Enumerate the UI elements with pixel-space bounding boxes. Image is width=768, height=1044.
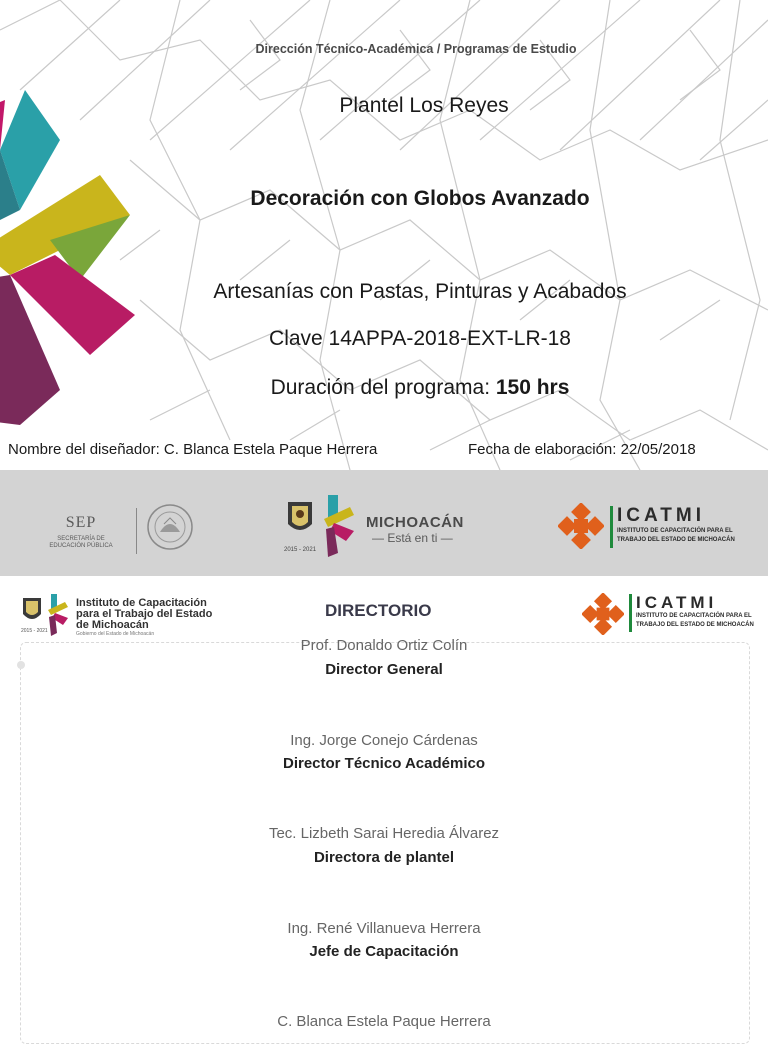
- sep-divider: [136, 508, 137, 554]
- cover-page: [0, 0, 768, 470]
- course-area: Artesanías con Pastas, Pinturas y Acabados: [213, 280, 627, 303]
- icatmi-wordmark: ICATMI: [617, 505, 706, 526]
- icatmi-sub-line2: TRABAJO DEL ESTADO DE MICHOACÁN: [617, 537, 735, 543]
- institute-k-logo: [48, 594, 70, 636]
- icatmi-small-sub-line2: TRABAJO DEL ESTADO DE MICHOACÁN: [636, 622, 754, 628]
- directory-frame: [20, 642, 750, 1044]
- michoacan-k-logo: [324, 495, 358, 557]
- person-name: Prof. Donaldo Ortiz Colín: [300, 637, 468, 654]
- icatmi-logo-icon-small: [582, 593, 624, 635]
- person-name: C. Blanca Estela Paque Herrera: [277, 1013, 491, 1030]
- icatmi-subtitle: [617, 527, 757, 545]
- institute-coat-of-arms-icon: [21, 596, 43, 628]
- person-role: Director Técnico Académico: [282, 755, 485, 772]
- directory-title: DIRECTORIO: [325, 601, 432, 620]
- icatmi-divider: [610, 506, 613, 548]
- program-header: Dirección Técnico-Académica / Programas de Estudio: [255, 42, 577, 56]
- icatmi-wordmark-small: ICATMI: [636, 593, 718, 612]
- institute-name-line2: para el Trabajo del Estado: [76, 608, 213, 620]
- plantel-name: Plantel Los Reyes: [339, 94, 509, 117]
- person-name: Tec. Lizbeth Sarai Heredia Álvarez: [268, 825, 500, 842]
- person-name: Ing. René Villanueva Herrera: [287, 920, 481, 937]
- course-duration: [36, 376, 768, 400]
- institute-years: 2015 - 2021: [21, 628, 48, 634]
- person-role: Jefe de Capacitación: [309, 943, 459, 960]
- icatmi-divider-small: [629, 594, 632, 632]
- course-clave: Clave 14APPA-2018-EXT-LR-18: [269, 327, 571, 350]
- institute-name: [76, 598, 246, 631]
- sep-logo-subtitle: [36, 536, 126, 550]
- icatmi-logo-icon: [558, 503, 604, 549]
- course-title: Decoración con Globos Avanzado: [250, 187, 590, 210]
- sep-sub-line2: EDUCACIÓN PÚBLICA: [49, 543, 113, 549]
- michoacan-wordmark: MICHOACÁN: [366, 514, 464, 531]
- michoacan-tagline: — Está en ti —: [372, 531, 453, 545]
- icatmi-subtitle-small: [636, 612, 766, 630]
- icatmi-small-sub-line1: INSTITUTO DE CAPACITACIÓN PARA EL: [636, 613, 752, 619]
- duration-value: 150 hrs: [495, 376, 570, 399]
- sep-sub-line1: SECRETARÍA DE: [57, 536, 105, 542]
- duration-label: Duración del programa:: [270, 376, 496, 399]
- mexico-seal-icon: [146, 502, 194, 552]
- band-years: 2015 - 2021: [284, 547, 317, 553]
- sep-logo-text: SEP: [65, 514, 97, 531]
- person-role: Directora de plantel: [313, 849, 455, 866]
- institute-name-line3: de Michoacán: [76, 619, 149, 631]
- designer-name: Nombre del diseñador: C. Blanca Estela Paque Herrera: [8, 441, 378, 458]
- michoacan-coat-of-arms-icon: [284, 498, 316, 546]
- icatmi-sub-line1: INSTITUTO DE CAPACITACIÓN PARA EL: [617, 528, 733, 534]
- institute-name-line1: Instituto de Capacitación: [76, 597, 207, 609]
- elaboration-date: Fecha de elaboración: 22/05/2018: [468, 441, 696, 458]
- person-name: Ing. Jorge Conejo Cárdenas: [290, 732, 478, 749]
- institute-subtitle: Gobierno del Estado de Michoacán: [76, 631, 155, 637]
- person-role: Director General: [325, 661, 443, 678]
